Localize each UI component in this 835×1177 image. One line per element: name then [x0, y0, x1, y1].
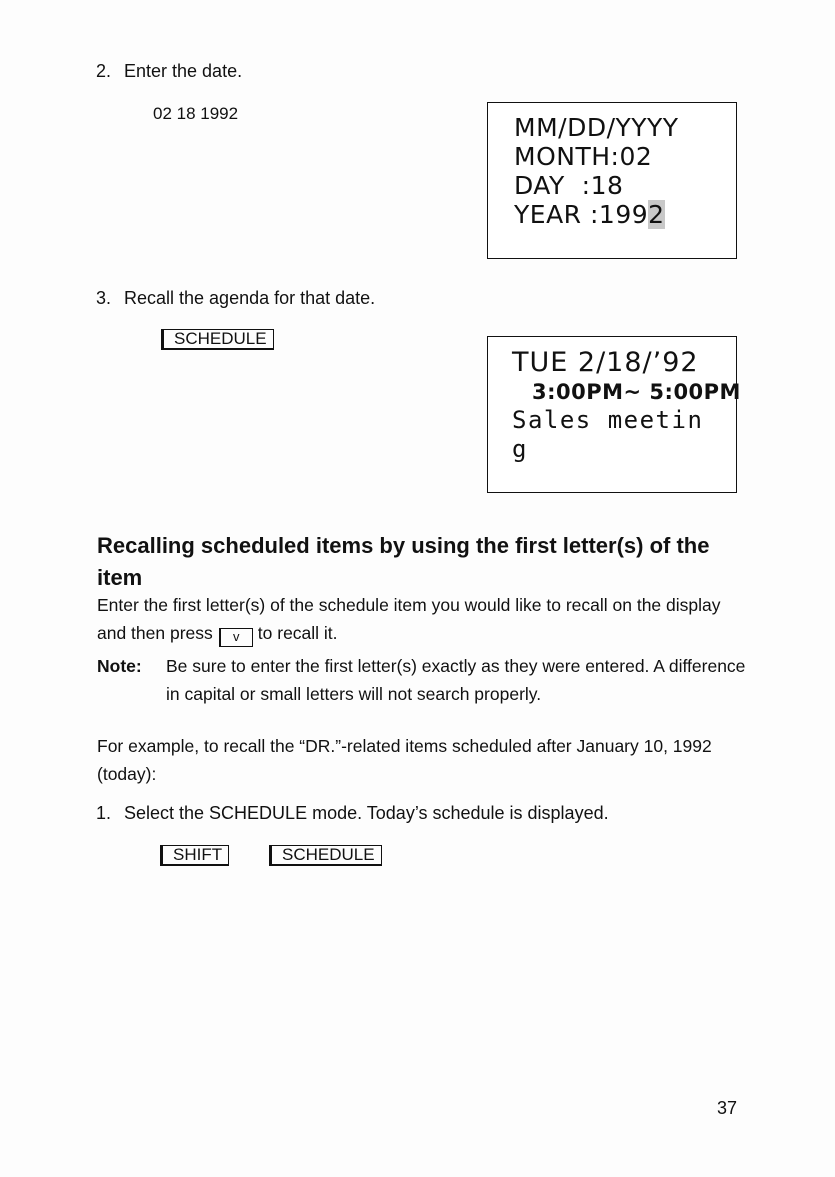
step-2-text: Enter the date.	[124, 61, 243, 81]
step-2-input: 02 18 1992	[153, 104, 239, 123]
lcd-agenda-date: TUE 2/18/’92	[512, 347, 699, 378]
lcd-month-label: MONTH:	[514, 142, 620, 171]
lcd-day-row	[514, 171, 736, 200]
down-arrow-key: v	[219, 628, 253, 647]
intro-text-end: to recall it.	[257, 623, 338, 643]
page-number: 37	[717, 1098, 738, 1118]
step-1-number: 1.	[96, 803, 112, 823]
note-label: Note:	[97, 656, 142, 676]
lcd-display-agenda	[487, 336, 741, 493]
lcd-display-date	[487, 102, 737, 259]
step-1	[96, 802, 609, 824]
step-2-number: 2.	[96, 61, 112, 81]
lcd-agenda-time: 3:00PM~ 5:00PM	[532, 380, 741, 404]
step-1-text: Select the SCHEDULE mode. Today’s schedule is displayed.	[124, 803, 609, 823]
lcd-day-label: DAY :	[514, 171, 591, 200]
lcd-agenda-text: Sales meetin	[512, 406, 704, 434]
lcd-year-value: 199	[598, 200, 649, 229]
step-3-text: Recall the agenda for that date.	[124, 288, 376, 308]
section-heading: Recalling scheduled items by using the first letter(s) of the item	[97, 533, 710, 590]
lcd-day-value: 18	[590, 171, 624, 200]
lcd-date-format: MM/DD/YYYY	[514, 113, 679, 142]
lcd-month-value: 02	[619, 142, 653, 171]
intro-paragraph	[97, 591, 747, 647]
step-3-number: 3.	[96, 288, 112, 308]
intro-text: Enter the first letter(s) of the schedule item you would like to recall on the display and then press	[97, 595, 721, 643]
lcd-year-label: YEAR :	[514, 200, 599, 229]
lcd-cursor: 2	[648, 200, 665, 229]
step-3	[96, 287, 375, 309]
lcd-agenda-text-wrap: g	[512, 435, 527, 463]
lcd-year-row	[514, 200, 736, 229]
lcd-month-row	[514, 142, 736, 171]
shift-key: SHIFT	[160, 845, 229, 866]
schedule-key: SCHEDULE	[161, 329, 274, 350]
note-text: Be sure to enter the first letter(s) exactly as they were entered. A difference in capital or small letters will not search properly.	[166, 656, 746, 704]
example-paragraph: For example, to recall the “DR.”-related items scheduled after January 10, 1992 (today):	[97, 736, 712, 784]
schedule-key-2: SCHEDULE	[269, 845, 382, 866]
step-2	[96, 60, 242, 82]
